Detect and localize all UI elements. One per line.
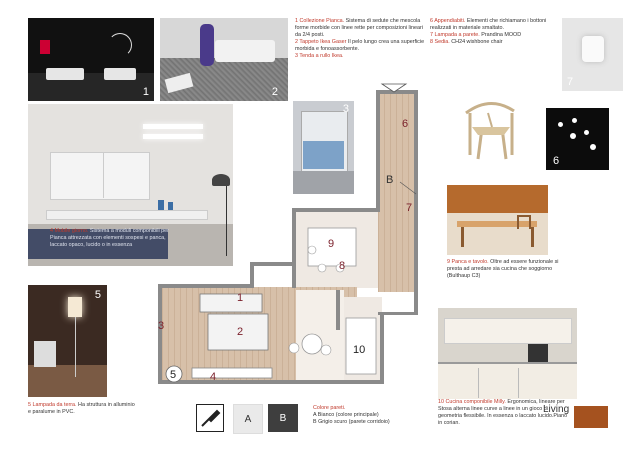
note-lampada-terra: 5 Lampada da terra. Ha struttura in alluminio e paralume in PVC.: [28, 402, 135, 415]
photo-number: 5: [94, 289, 101, 301]
plan-label-6: 6: [402, 118, 409, 130]
legend-text: [313, 405, 433, 426]
photo-number: 6: [553, 155, 560, 167]
photo-wishbone-chair: [452, 83, 530, 163]
swatch-b: [268, 404, 298, 432]
brand-text: Living: [543, 404, 570, 415]
plan-label-1: 1: [237, 292, 244, 304]
photo-number: 2: [271, 86, 278, 98]
note-panca-tavolo: 9 Panca e tavolo. Oltre ad essere funzionale si presta ad arredare sia cucina che soggiorno (Bulthaup C3): [447, 259, 559, 279]
photo-number: 1: [142, 86, 149, 98]
plan-label-7: 7: [406, 202, 413, 214]
note-tenda: 3 Tenda a rullo Ikea.: [295, 53, 344, 59]
note-collezione: 1 Collezione Pianca. Sistema di sedute che mescola forme morbide con linee rette per composizioni lineari da 2/4 posti.: [295, 18, 423, 38]
photo-bench-table: [447, 185, 548, 255]
photo-floor-lamp: [28, 285, 107, 397]
notes-top: [295, 18, 427, 60]
plan-label-8: 8: [339, 260, 346, 272]
photo-number: 3: [342, 103, 349, 115]
photo-number: 7: [567, 76, 574, 88]
photo-living-dark: [28, 18, 154, 101]
plan-label-5: 5: [170, 369, 177, 381]
plan-label-3: 3: [158, 320, 165, 332]
plan-label-2: 2: [237, 326, 244, 338]
note-sedia: 8 Sedia. CH24 wishbone chair: [430, 39, 503, 45]
notes-right: [430, 18, 558, 46]
swatch-a-label: A: [244, 413, 252, 425]
note-mobile-giorno: 4 Mobile giorno. Sistema a moduli componibili per Pianca attrezzata con elementi sospesi e panca, laccato opaco, lucido o in essenza: [50, 228, 169, 248]
swatch-a: [233, 404, 263, 434]
plan-wall-label: B: [386, 174, 394, 186]
note-cucina: 10 Cucina componibile Milly. Ergonomica, lineare per Stosa alterna linee curve a linee in un gioco di geometria flessibile. In essenza o laccato lucido.Piano in corian.: [438, 399, 568, 426]
plan-label-10: 10: [353, 344, 366, 356]
photo-wall-lamp: [562, 18, 623, 91]
brush-icon: [196, 404, 224, 432]
floor-plan: [150, 82, 440, 397]
photo-coat-hooks: [546, 108, 609, 170]
note-tappeto: 2 Tappeto Ikea Gaser Il pelo lungo crea una superficie morbida e fonoassorbente.: [295, 39, 425, 52]
note-appendiabiti: 6 Appendiabiti. Elementi che richiamano i bottoni realizzati in materiale smaltato.: [430, 18, 547, 31]
photo-kitchen: [438, 308, 577, 399]
plan-label-4: 4: [210, 371, 217, 383]
brand-logo: [574, 406, 608, 428]
legend-b: B Grigio scuro (parete corridoio): [313, 419, 390, 425]
legend-title: Colore pareti.: [313, 405, 346, 411]
swatch-b-label: B: [279, 412, 287, 424]
note-lampada-parete: 7 Lampada a parete. Prandina MOOD: [430, 32, 522, 38]
plan-label-9: 9: [328, 238, 335, 250]
legend-a: A Bianco (colore principale): [313, 412, 379, 418]
